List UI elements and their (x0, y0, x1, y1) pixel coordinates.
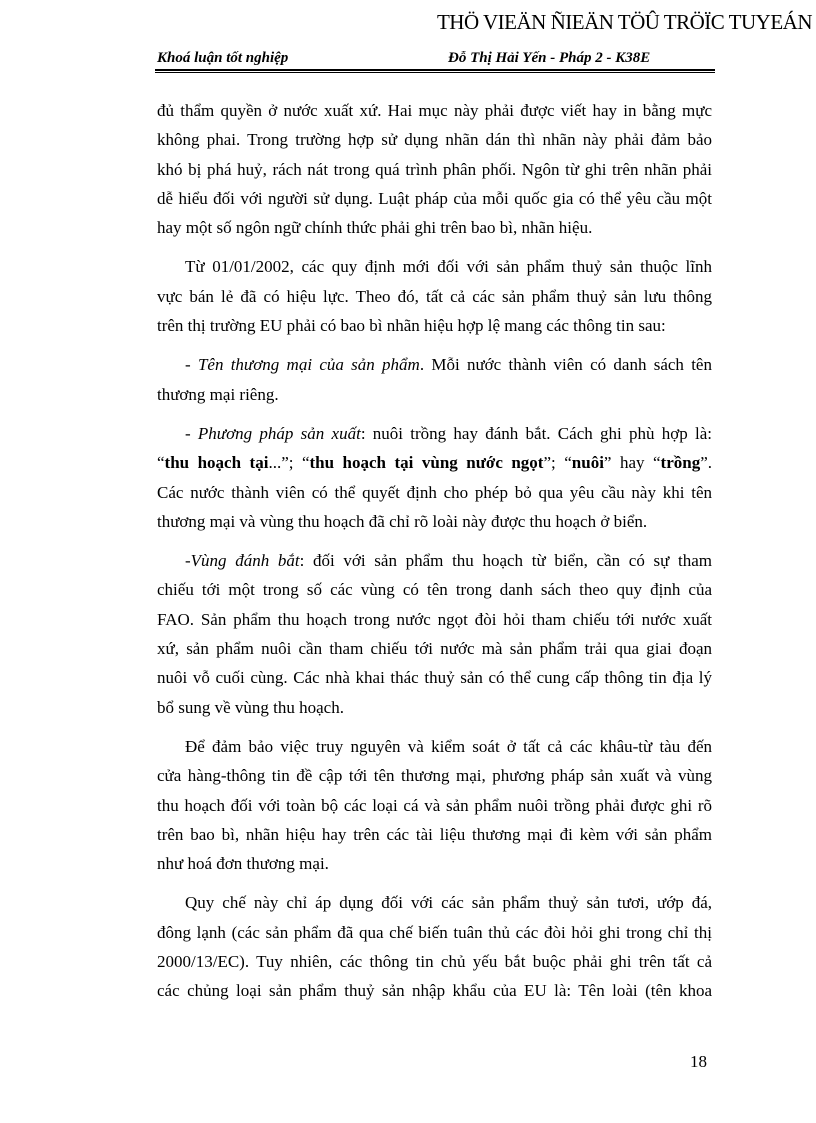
paragraph (157, 888, 712, 1005)
paragraph (157, 419, 712, 536)
text-line (157, 448, 712, 477)
text-run: 2000/13/EC). Tuy nhiên, các thông tin chủ yếu bắt buộc phải ghi trên tất cả (157, 952, 712, 972)
text-run: ” hay “ (603, 453, 661, 473)
text-line (157, 380, 712, 409)
header-title: Khoá luận tốt nghiệp (157, 50, 289, 66)
document-body (157, 96, 712, 1016)
text-line (157, 311, 712, 340)
text-line (157, 125, 712, 154)
text-line (157, 478, 712, 507)
text-run: - (185, 355, 198, 375)
text-line (157, 282, 712, 311)
text-line (157, 213, 712, 242)
text-line (157, 575, 712, 604)
text-line (157, 252, 712, 281)
text-run: - (185, 423, 198, 443)
text-run: Để đảm bảo việc truy nguyên và kiểm soát ở tất cả các khâu-từ tàu đến (185, 736, 712, 756)
text-line (157, 546, 712, 575)
text-line (157, 976, 712, 1005)
text-run: không phai. Trong trường hợp sử dụng nhãn dán thì nhãn này phải đảm bảo (157, 130, 712, 150)
paragraph (157, 96, 712, 242)
text-line (157, 820, 712, 849)
text-line (157, 791, 712, 820)
text-run: ”. (700, 453, 712, 473)
text-run: Quy chế này chỉ áp dụng đối với các sản phẩm thuỷ sản tươi, ướp đá, (185, 893, 712, 913)
text-line (157, 918, 712, 947)
text-line (157, 888, 712, 917)
text-run: Vùng đánh bắt (190, 551, 300, 571)
text-line (157, 350, 712, 379)
text-run: Phương pháp sản xuất (197, 423, 361, 443)
text-run: đông lạnh (các sản phẩm đã qua chế biến tuân thủ các đòi hỏi ghi trong chỉ thị (157, 922, 712, 942)
text-run: thu hoạch đối với toàn bộ các loại cá và sản phẩm nuôi trồng phải được ghi rõ (157, 795, 712, 815)
text-run: nuôi vỗ cuối cùng. Các nhà khai thác thuỷ sản có thể cung cấp thông tin địa lý (157, 668, 712, 688)
text-run: bổ sung về vùng thu hoạch. (157, 697, 344, 717)
text-line (157, 605, 712, 634)
text-run: : đối với sản phẩm thu hoạch từ biển, cần có sự tham (299, 551, 712, 571)
text-line (157, 761, 712, 790)
text-run: nuôi (571, 453, 604, 473)
text-line (157, 732, 712, 761)
text-run: - (185, 551, 191, 571)
text-run: FAO. Sản phẩm thu hoạch trong nước ngọt đòi hỏi tham chiếu tới nước xuất (157, 609, 712, 629)
text-run: xứ, sản phẩm nuôi cần tham chiếu tới nước mà sản phẩm trải qua giai đoạn (157, 639, 712, 659)
text-run: trồng (660, 453, 701, 473)
text-run: như hoá đơn thương mại. (157, 854, 329, 874)
paragraph (157, 732, 712, 878)
text-line (157, 849, 712, 878)
text-line (157, 419, 712, 448)
paragraph (157, 350, 712, 409)
text-run: thương mại riêng. (157, 384, 279, 404)
text-run: Tên thương mại của sản phẩm (197, 355, 420, 375)
text-run: khó bị phá huỷ, rách nát trong quá trình phân phối. Ngôn từ ghi trên nhãn phải (157, 159, 712, 179)
text-line (157, 947, 712, 976)
text-line (157, 184, 712, 213)
text-run: Các nước thành viên có thể quyết định cho phép bỏ qua yêu cầu này khi tên (157, 482, 712, 502)
text-run: đủ thẩm quyền ở nước xuất xứ. Hai mục này phải được viết hay in bằng mực (157, 101, 712, 120)
text-run: dễ hiểu đối với người sử dụng. Luật pháp của mỗi quốc gia có thể yêu cầu một (157, 188, 712, 208)
text-run: vực bán lẻ đã có hiệu lực. Theo đó, tất cả các sản phẩm thuỷ sản lưu thông (157, 286, 712, 306)
text-run: thu hoạch tại vùng nước ngọt (309, 453, 544, 473)
text-run: chiếu tới một trong số các vùng có tên trong danh sách theo quy định của (157, 580, 712, 600)
text-run: thương mại và vùng thu hoạch đã chỉ rõ loài này được thu hoạch ở biển. (157, 511, 648, 531)
watermark: THÖ VIEÄN ÑIEÄN TÖÛ TRÖÏC TUYEÁN (436, 10, 812, 34)
paragraph (157, 252, 712, 340)
text-line (157, 507, 712, 536)
text-run: cửa hàng-thông tin đề cập tới tên thương mại, phương pháp sản xuất và vùng (157, 766, 712, 786)
page-number: 18 (690, 1052, 707, 1071)
header-author: Đỗ Thị Hải Yến - Pháp 2 - K38E (448, 50, 651, 66)
text-line (157, 693, 712, 722)
text-run: “ (157, 453, 165, 473)
text-run: trên thị trường EU phải có bao bì nhãn hiệu hợp lệ mang các thông tin sau: (157, 316, 666, 336)
header-rule (155, 69, 715, 73)
text-line (157, 155, 712, 184)
text-run: ”; “ (543, 453, 572, 473)
text-run: trên bao bì, nhãn hiệu hay trên các tài liệu thương mại đi kèm với sản phẩm (157, 824, 712, 844)
text-run: hay một số ngôn ngữ chính thức phải ghi trên bao bì, nhãn hiệu. (157, 218, 593, 238)
text-run: ...”; “ (268, 453, 310, 473)
text-line (157, 96, 712, 125)
text-run: . Mỗi nước thành viên có danh sách tên (419, 355, 712, 375)
text-run: : nuôi trồng hay đánh bắt. Cách ghi phù hợp là: (360, 423, 712, 443)
text-run: các chủng loại sản phẩm thuỷ sản nhập khẩu của EU là: Tên loài (tên khoa (157, 981, 712, 1001)
text-line (157, 634, 712, 663)
text-line (157, 663, 712, 692)
paragraph (157, 546, 712, 722)
text-run: Từ 01/01/2002, các quy định mới đối với sản phẩm thuỷ sản thuộc lĩnh (185, 257, 712, 277)
text-run: thu hoạch tại (164, 453, 269, 473)
